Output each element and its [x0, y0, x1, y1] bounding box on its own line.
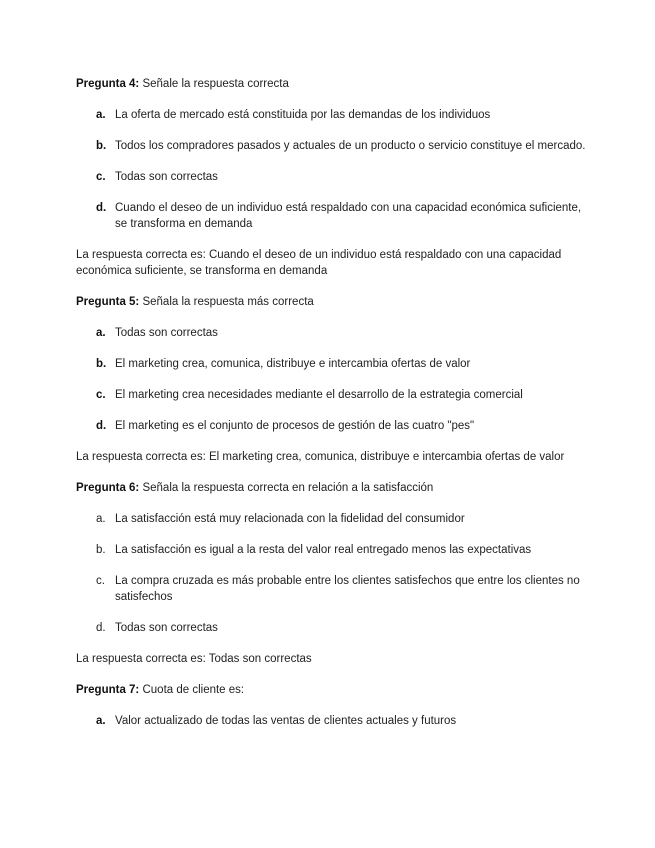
correct-answer: La respuesta correcta es: El marketing crea, comunica, distribuye e intercambia ofertas de valor: [76, 451, 565, 463]
document-page: [76, 76, 586, 744]
question-prompt: Señala la respuesta más correcta: [142, 296, 314, 308]
correct-answer: La respuesta correcta es: Cuando el deseo de un individuo está respaldado con una capacidad económica suficiente, se transforma en demanda: [76, 249, 562, 277]
option-text: Todas son correctas: [115, 622, 218, 634]
option-text: La oferta de mercado está constituida por las demandas de los individuos: [115, 109, 491, 121]
option-letter: c.: [96, 171, 106, 183]
option-b: [96, 356, 586, 372]
options-list: [76, 107, 586, 232]
option-letter: d.: [96, 202, 107, 214]
question-label: Pregunta 4:: [76, 78, 140, 90]
option-text: Todas son correctas: [115, 171, 218, 183]
question-label: Pregunta 7:: [76, 684, 140, 696]
option-b: [96, 138, 586, 154]
question-label: Pregunta 5:: [76, 296, 140, 308]
options-list: [76, 713, 586, 729]
question-prompt: Señale la respuesta correcta: [142, 78, 289, 90]
option-letter: c.: [96, 575, 105, 587]
option-letter: a.: [96, 715, 106, 727]
option-c: [96, 573, 586, 605]
option-b: [96, 542, 586, 558]
option-letter: c.: [96, 389, 106, 401]
option-a: [96, 713, 586, 729]
option-text: El marketing crea, comunica, distribuye e intercambia ofertas de valor: [115, 358, 471, 370]
question-7: [76, 682, 586, 729]
option-d: [96, 418, 586, 434]
option-text: Todos los compradores pasados y actuales de un producto o servicio constituye el mercado.: [115, 140, 586, 152]
question-title: [76, 76, 586, 92]
question-label: Pregunta 6:: [76, 482, 140, 494]
option-letter: d.: [96, 420, 107, 432]
option-d: [96, 200, 586, 232]
options-list: [76, 325, 586, 434]
option-a: [96, 511, 586, 527]
question-title: [76, 294, 586, 310]
option-letter: b.: [96, 140, 107, 152]
option-c: [96, 387, 586, 403]
option-letter: b.: [96, 544, 106, 556]
option-text: La compra cruzada es más probable entre los clientes satisfechos que entre los clientes no satisfechos: [115, 575, 580, 603]
option-c: [96, 169, 586, 185]
option-text: Cuando el deseo de un individuo está respaldado con una capacidad económica suficiente, se transforma en demanda: [115, 202, 582, 230]
question-prompt: Cuota de cliente es:: [142, 684, 245, 696]
option-text: La satisfacción es igual a la resta del valor real entregado menos las expectativas: [115, 544, 532, 556]
option-letter: a.: [96, 327, 106, 339]
question-prompt: Señala la respuesta correcta en relación a la satisfacción: [142, 482, 434, 494]
option-text: La satisfacción está muy relacionada con la fidelidad del consumidor: [115, 513, 465, 525]
option-text: Todas son correctas: [115, 327, 218, 339]
option-letter: b.: [96, 358, 107, 370]
option-text: Valor actualizado de todas las ventas de clientes actuales y futuros: [115, 715, 457, 727]
option-a: [96, 107, 586, 123]
option-letter: a.: [96, 513, 106, 525]
option-text: El marketing es el conjunto de procesos de gestión de las cuatro "pes": [115, 420, 475, 432]
question-6: [76, 480, 586, 667]
options-list: [76, 511, 586, 636]
question-title: [76, 480, 586, 496]
question-title: [76, 682, 586, 698]
question-5: [76, 294, 586, 465]
option-letter: d.: [96, 622, 106, 634]
question-4: [76, 76, 586, 279]
correct-answer: La respuesta correcta es: Todas son correctas: [76, 653, 312, 665]
option-letter: a.: [96, 109, 106, 121]
option-a: [96, 325, 586, 341]
option-d: [96, 620, 586, 636]
option-text: El marketing crea necesidades mediante el desarrollo de la estrategia comercial: [115, 389, 523, 401]
